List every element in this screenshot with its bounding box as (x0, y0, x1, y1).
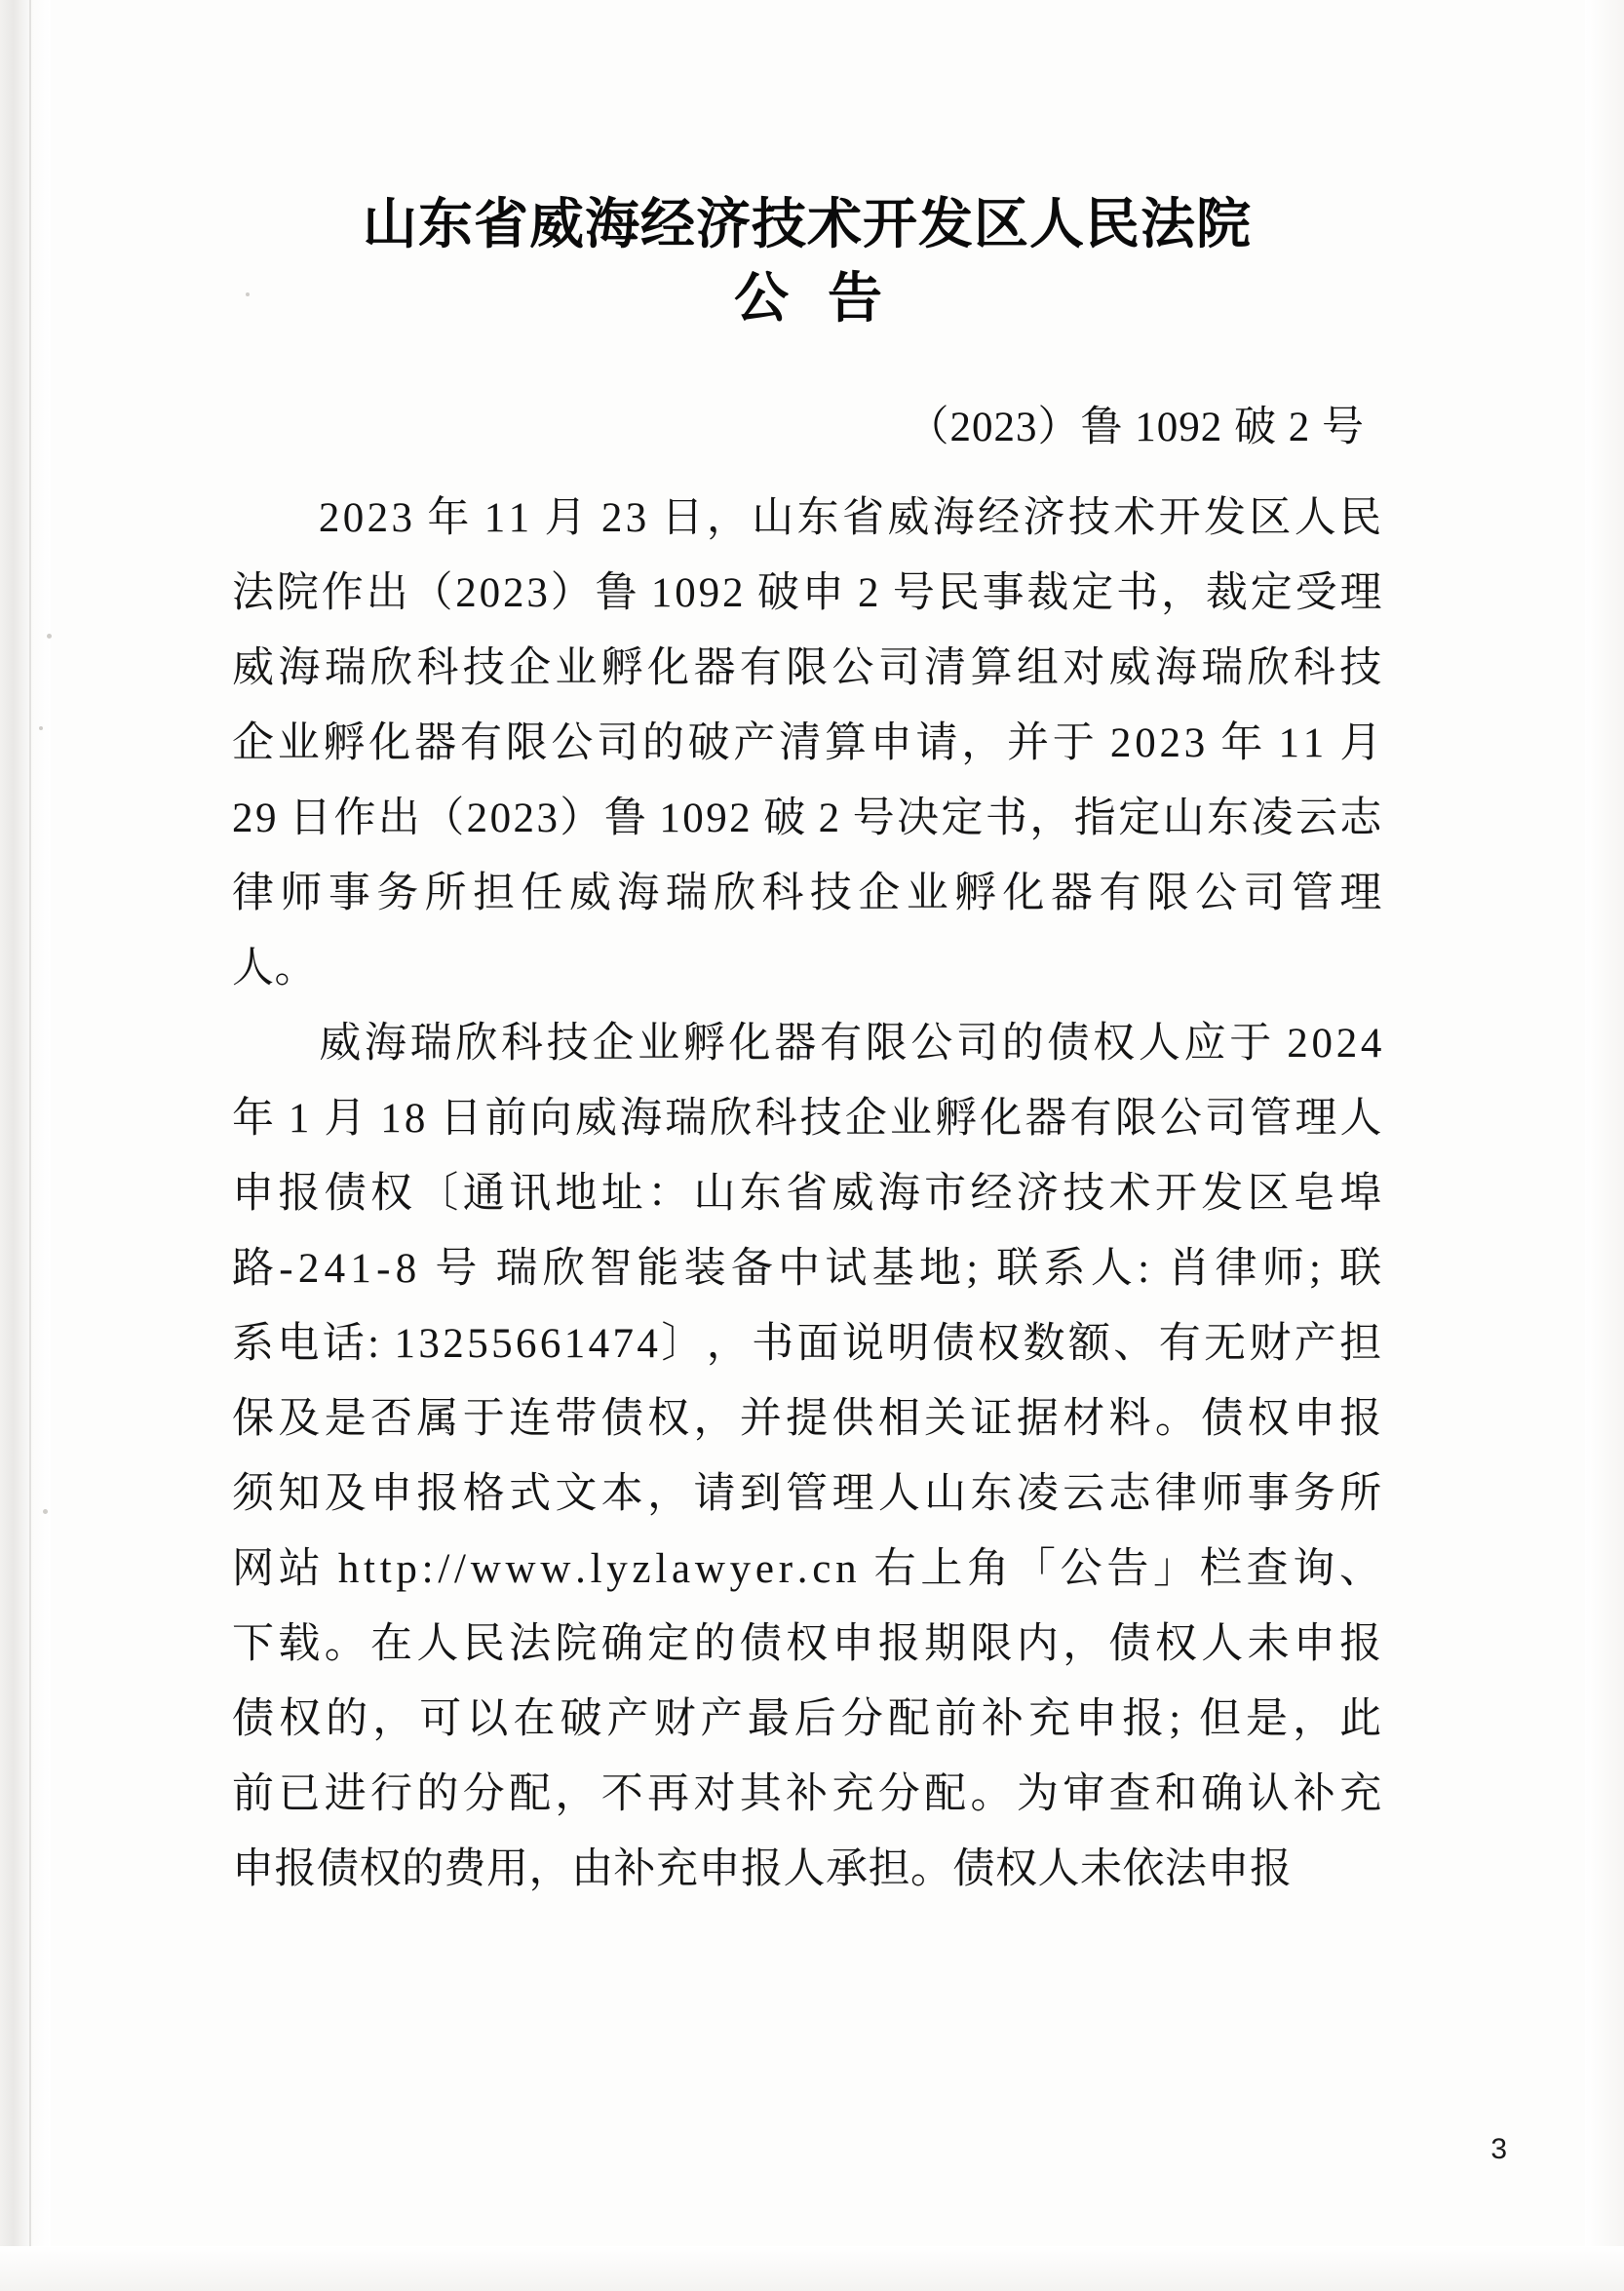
text-line: 前 已 进 行 的 分 配 ， 不 再 对 其 补 充 分 配 。 为 审 查 和 确 认 补 充 (232, 1771, 1382, 1817)
paragraph-case-acceptance (232, 481, 1382, 1006)
paragraph-claim-declaration (232, 1006, 1382, 1907)
announcement-text (232, 455, 1382, 1907)
scan-edge-line-left (29, 0, 31, 2291)
text-line: 下 载 。 在 人 民 法 院 确 定 的 债 权 申 报 期 限 内 ， 债 权 人 未 申 报 (232, 1621, 1382, 1667)
scan-speck (43, 1509, 48, 1514)
text-line: 人。 (232, 946, 317, 991)
text-line: 申 报 债 权 〔 通 讯 地 址 ： 山 东 省 威 海 市 经 济 技 术 开 发 区 皂 埠 (232, 1171, 1382, 1217)
text-line: 法 院 作 出 （ 2 0 2 3 ） 鲁 1 0 9 2 破 申 2 号 民 事 裁 定 书 ， 裁 定 受 理 (232, 570, 1382, 616)
text-line: 债 权 的 ， 可 以 在 破 产 财 产 最 后 分 配 前 补 充 申 报 ; 但 是 ， 此 (232, 1696, 1382, 1742)
document-body (232, 0, 1382, 2291)
text-line: 须 知 及 申 报 格 式 文 本 ， 请 到 管 理 人 山 东 凌 云 志 律 师 事 务 所 (232, 1471, 1382, 1517)
case-number: （2023）鲁 1092 破 2 号 (907, 405, 1365, 451)
text-line: 保 及 是 否 属 于 连 带 债 权 ， 并 提 供 相 关 证 据 材 料 。 债 权 申 报 (232, 1396, 1382, 1442)
text-line: 网 站 h t t p : / / w w w . l y z l a w y e r . c n 右 上 角 「 公 告 」 栏 查 询 、 (232, 1546, 1382, 1592)
text-line: 申报债权的费用，由补充申报人承担。债权人未依法申报 (232, 1846, 1293, 1892)
text-line: 系 电 话 : 1 3 2 5 5 6 6 1 4 7 4 〕 ， 书 面 说 明 债 权 数 额 、 有 无 财 产 担 (232, 1321, 1382, 1367)
text-line: 年 1 月 1 8 日 前 向 威 海 瑞 欣 科 技 企 业 孵 化 器 有 限 公 司 管 理 人 (232, 1096, 1382, 1142)
text-line: 威 海 瑞 欣 科 技 企 业 孵 化 器 有 限 公 司 清 算 组 对 威 海 瑞 欣 科 技 (232, 645, 1382, 691)
scan-speck (39, 726, 43, 730)
text-line: 威 海 瑞 欣 科 技 企 业 孵 化 器 有 限 公 司 的 债 权 人 应 于 2 0 2 4 (319, 1021, 1382, 1067)
text-line: 律 师 事 务 所 担 任 威 海 瑞 欣 科 技 企 业 孵 化 器 有 限 公 司 管 理 (232, 871, 1382, 916)
page-number: 3 (1490, 2133, 1507, 2165)
announcement-subtitle: 公告 (734, 266, 921, 330)
text-line: 2 0 2 3 年 1 1 月 2 3 日 ， 山 东 省 威 海 经 济 技 术 开 发 区 人 民 (318, 495, 1382, 541)
text-line: 2 9 日 作 出 （ 2 0 2 3 ） 鲁 1 0 9 2 破 2 号 决 定 书 ， 指 定 山 东 凌 云 志 (232, 796, 1382, 841)
text-line: 路 - 2 4 1 - 8 号 瑞 欣 智 能 装 备 中 试 基 地 ; 联 系 人 : 肖 律 师 ; 联 (232, 1246, 1382, 1292)
scan-edge-shadow-left (0, 0, 51, 2291)
page-title: 山东省威海经济技术开发区人民法院 (363, 193, 1252, 256)
scan-speck (47, 634, 52, 639)
scan-edge-shadow-right (1585, 0, 1624, 2291)
text-line: 企 业 孵 化 器 有 限 公 司 的 破 产 清 算 申 请 ， 并 于 2 0 2 3 年 1 1 月 (232, 720, 1382, 766)
